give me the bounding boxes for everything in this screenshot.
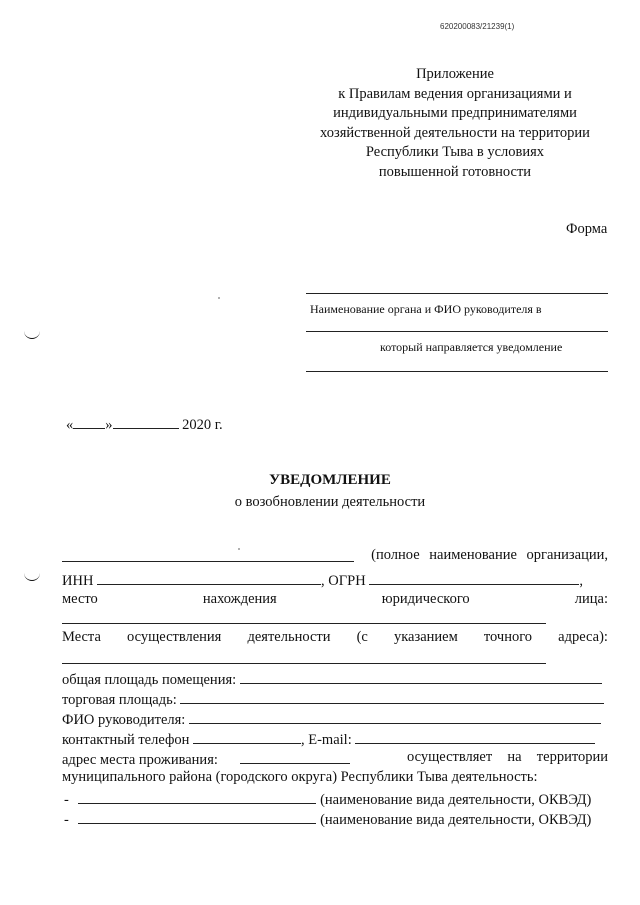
org-name-hint: (полное наименование организации, — [371, 547, 608, 563]
carries-word: осуществляет — [407, 749, 493, 765]
municipal-line: муниципального района (городского округа) Республики Тыва деятельность: — [62, 769, 538, 785]
inn-ogrn-row — [62, 570, 608, 590]
appendix-header — [300, 65, 610, 182]
activity-word: деятельности — [247, 629, 331, 645]
contacts-row — [62, 729, 608, 749]
scan-dot — [218, 297, 220, 299]
close-quote: » — [105, 417, 113, 433]
month-blank[interactable] — [113, 414, 179, 429]
document-subtitle: о возобновлении деятельности — [234, 494, 426, 510]
inn-label: ИНН — [62, 573, 94, 589]
day-blank[interactable] — [73, 414, 105, 429]
appendix-line: индивидуальными предпринимателями — [333, 105, 577, 121]
carries-word: на — [507, 749, 522, 765]
appendix-line: хозяйственной деятельности на территории — [320, 124, 590, 141]
addressee-blank-bottom[interactable] — [306, 371, 608, 372]
location-word: лица: — [574, 591, 608, 607]
trade-area-label: торговая площадь: — [62, 692, 177, 708]
location-row — [62, 591, 608, 608]
activity-word: указанием — [393, 629, 458, 645]
open-quote: « — [66, 417, 74, 433]
activity-places-blank[interactable] — [62, 663, 546, 664]
carries-word: территории — [536, 749, 608, 765]
inn-blank[interactable] — [97, 570, 321, 585]
residence-label: адрес места проживания: — [62, 752, 218, 768]
location-word: место — [62, 591, 98, 607]
email-label: , E-mail: — [301, 732, 352, 748]
ogrn-label: , ОГРН — [321, 573, 366, 589]
scan-mark — [24, 330, 40, 339]
activity-bullet: - — [64, 792, 69, 808]
document-title: УВЕДОМЛЕНИЕ — [269, 472, 391, 488]
scan-mark — [24, 572, 40, 581]
activity-type-blank[interactable] — [78, 809, 316, 824]
activity-word: осуществления — [127, 629, 222, 645]
appendix-line: Республики Тыва в условиях — [365, 144, 545, 160]
head-blank[interactable] — [189, 709, 601, 724]
activity-item — [64, 789, 610, 809]
activity-word: адреса): — [558, 629, 608, 645]
location-word: юридического — [381, 591, 470, 607]
form-label: Форма — [566, 221, 608, 237]
total-area-label: общая площадь помещения: — [62, 672, 237, 688]
year-label: 2020 г. — [182, 417, 223, 433]
email-blank[interactable] — [355, 729, 595, 744]
addressee-blank-middle[interactable] — [306, 331, 608, 332]
carries-out-text — [407, 749, 608, 766]
activity-places-row — [62, 629, 608, 646]
activity-type-blank[interactable] — [78, 789, 316, 804]
addressee-blank-top[interactable] — [306, 293, 608, 294]
activity-hint: (наименование вида деятельности, ОКВЭД) — [320, 792, 592, 808]
activity-bullet: - — [64, 812, 69, 828]
activity-hint: (наименование вида деятельности, ОКВЭД) — [320, 812, 592, 828]
appendix-line: к Правилам ведения организациями и — [338, 85, 572, 102]
trailing-comma: , — [579, 573, 583, 589]
phone-blank[interactable] — [193, 729, 301, 744]
date-line — [66, 414, 223, 434]
location-blank[interactable] — [62, 623, 546, 624]
phone-label: контактный телефон — [62, 732, 190, 748]
location-word: нахождения — [202, 591, 277, 607]
activity-word: Места — [62, 629, 101, 645]
addressee-caption-1: Наименование органа и ФИО руководителя в — [310, 302, 542, 316]
activity-word: точного — [483, 629, 533, 645]
head-row — [62, 709, 608, 729]
activity-word: (с — [356, 629, 368, 645]
activity-item — [64, 809, 610, 829]
ogrn-blank[interactable] — [369, 570, 579, 585]
addressee-caption-2: который направляется уведомление — [380, 340, 563, 354]
org-name-blank[interactable] — [62, 547, 354, 562]
trade-area-row — [62, 689, 608, 709]
head-label: ФИО руководителя: — [62, 712, 186, 728]
residence-row — [62, 749, 608, 769]
appendix-line: Приложение — [416, 66, 494, 82]
org-name-row — [62, 547, 608, 567]
residence-blank[interactable] — [240, 749, 350, 764]
total-area-blank[interactable] — [240, 669, 602, 684]
document-number: 620200083/21239(1) — [440, 22, 515, 31]
total-area-row — [62, 669, 608, 689]
appendix-line: повышенной готовности — [378, 163, 532, 180]
trade-area-blank[interactable] — [180, 689, 604, 704]
